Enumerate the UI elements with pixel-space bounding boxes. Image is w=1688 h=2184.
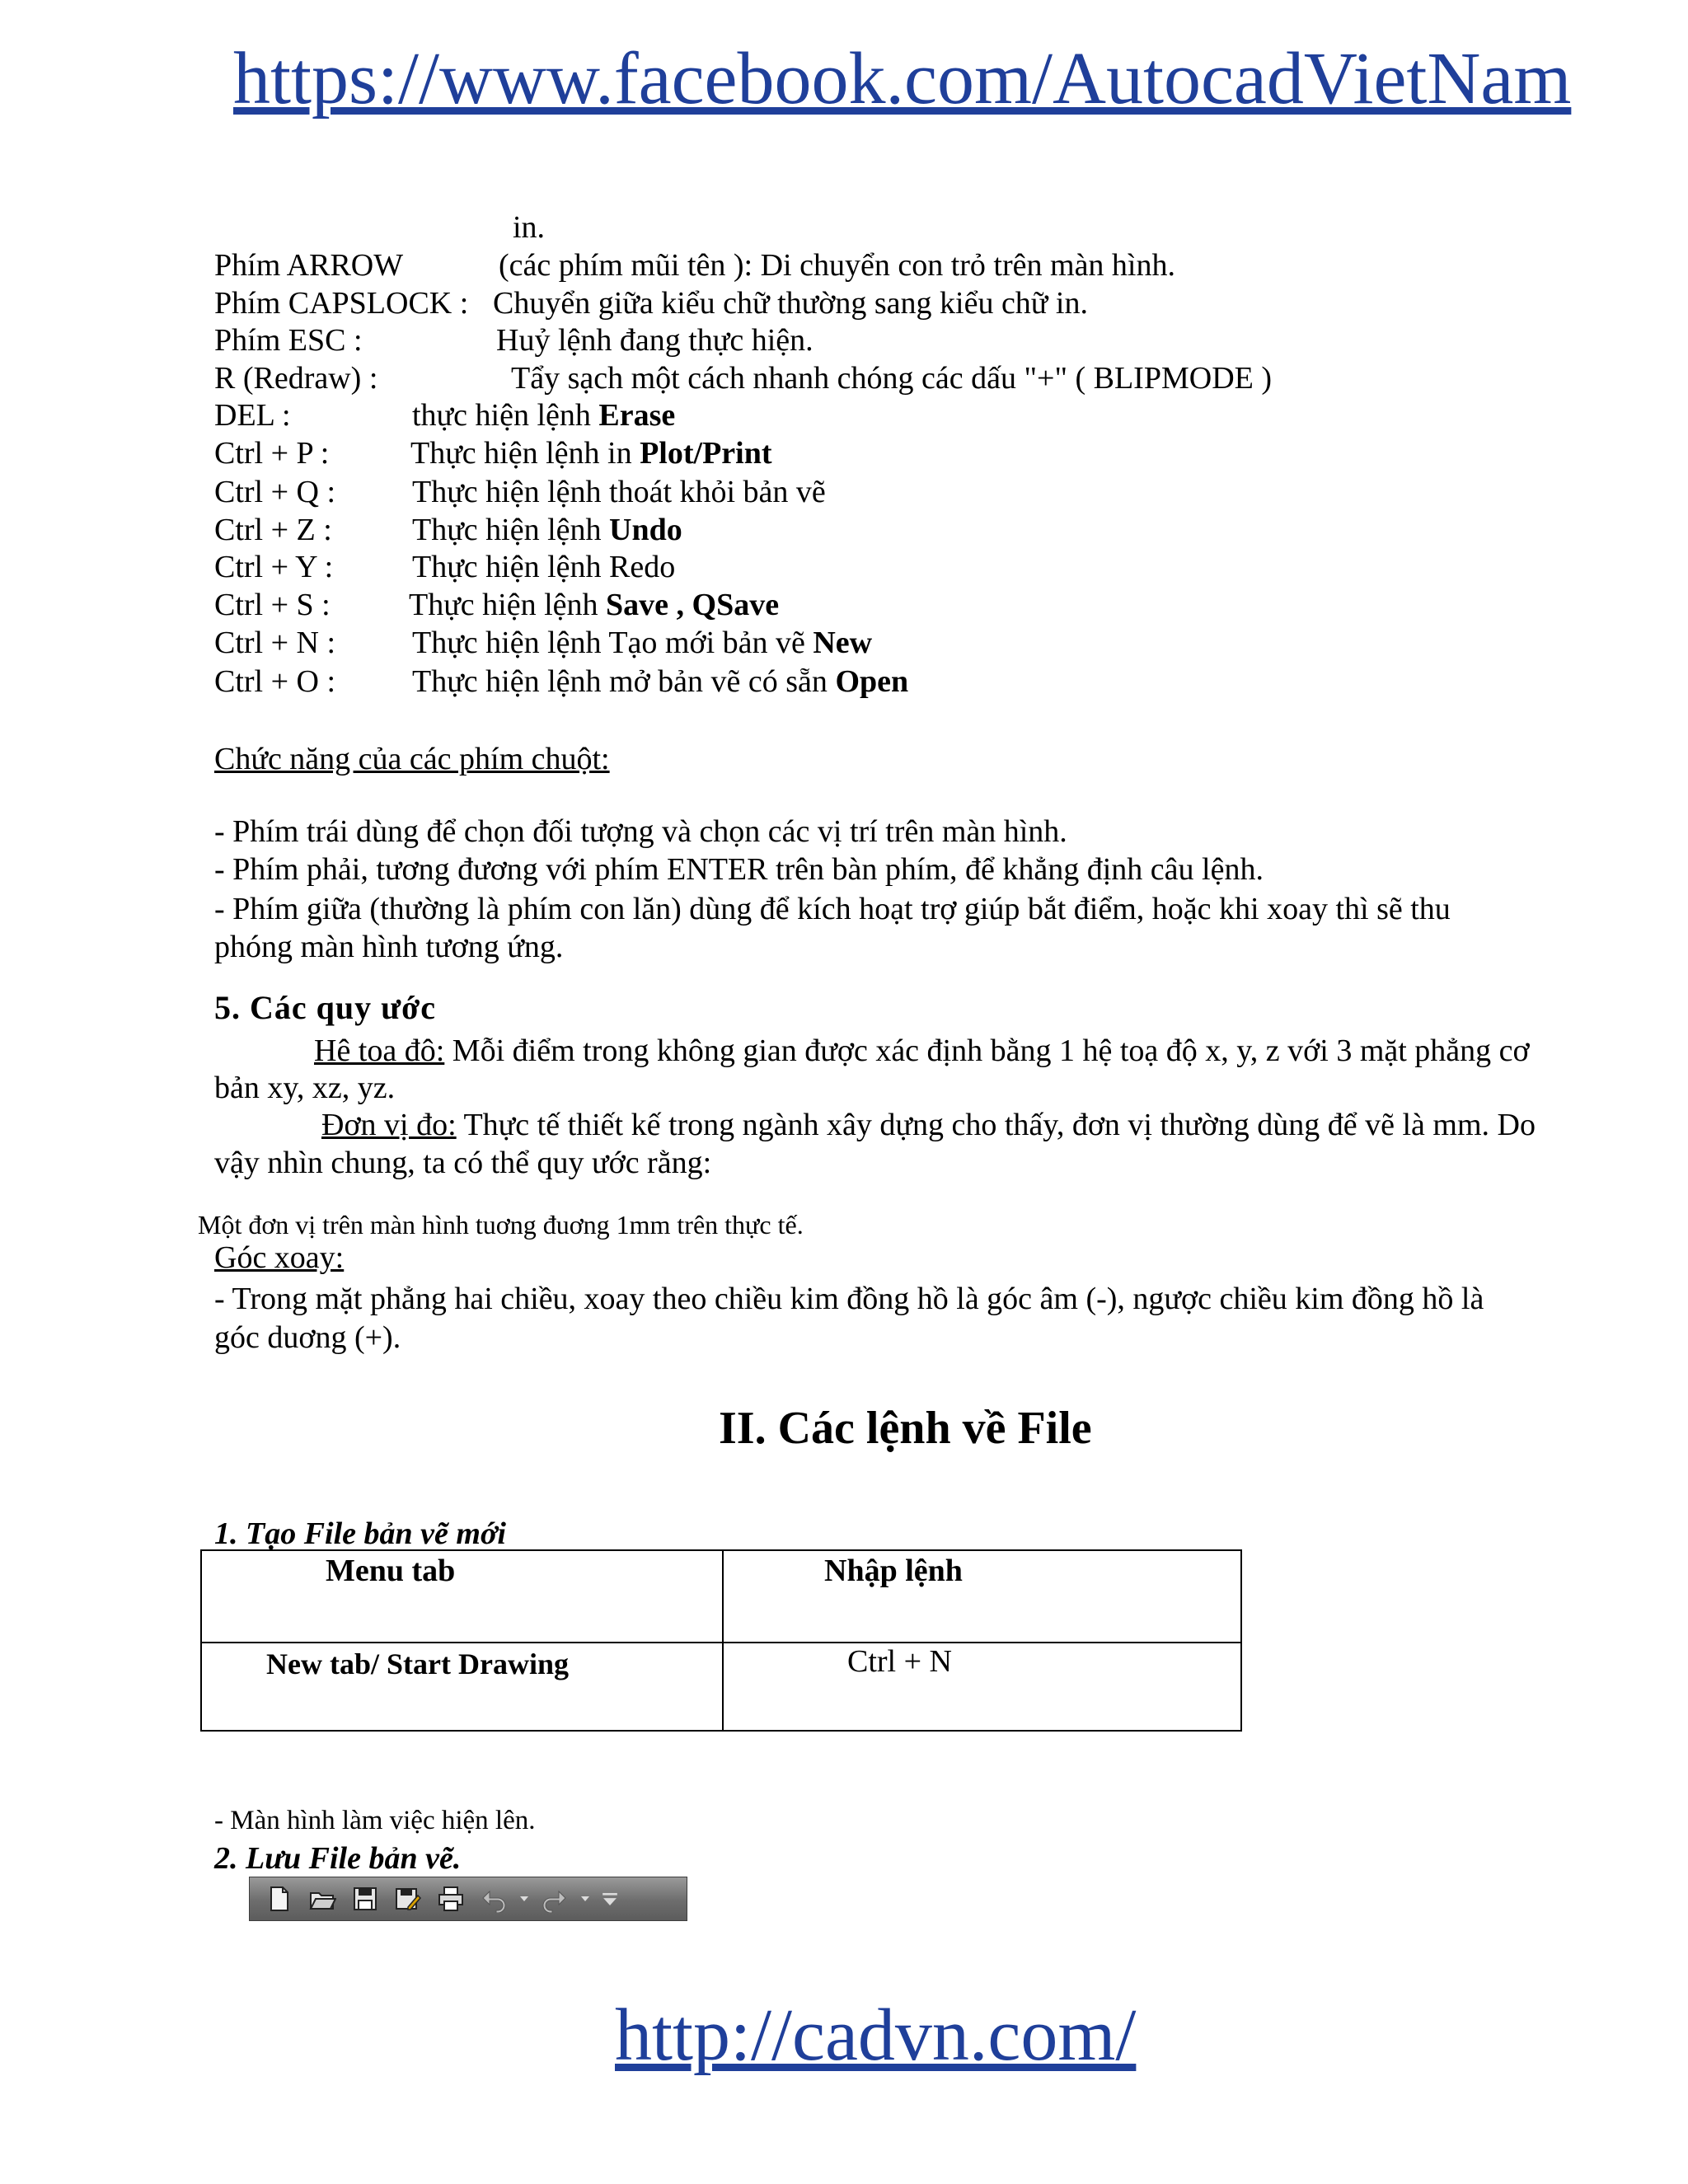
table-divider — [202, 1642, 1240, 1643]
redo-dropdown-icon[interactable] — [579, 1882, 591, 1915]
table-cell-menu: New tab/ Start Drawing — [266, 1647, 569, 1680]
table-divider — [722, 1551, 724, 1730]
coord-label: Hê toa đô: — [314, 1033, 445, 1068]
undo-icon[interactable] — [476, 1882, 512, 1915]
mouse-heading: Chức năng của các phím chuột: — [214, 742, 610, 776]
conventions-heading: 5. Các quy ước — [214, 989, 437, 1026]
shortcut-description-text: Thực hiện lệnh — [412, 513, 610, 547]
shortcut-description-text: Huỷ lệnh đang thực hiện. — [496, 323, 814, 358]
shortcut-key: Phím ESC : — [214, 323, 363, 358]
save-icon[interactable] — [347, 1882, 383, 1915]
shortcut-key: Ctrl + P : — [214, 436, 330, 471]
mouse-middle-text: - Phím giữa (thường là phím con lăn) dùng để kích hoạt trợ giúp bắt điểm, hoặc khi xoay thì sẽ thu — [214, 892, 1451, 926]
shortcut-description-text: Thực hiện lệnh mở bản vẽ có sẵn — [412, 664, 836, 699]
unit-paragraph — [321, 1107, 1536, 1143]
table-cell-command: Ctrl + N — [847, 1644, 952, 1679]
shortcut-command: Save , QSave — [606, 588, 780, 622]
unit-note: Một đơn vị trên màn hình tuơng đuơng 1mm trên thực tế. — [198, 1210, 804, 1240]
shortcut-description-text: Thực hiện lệnh — [409, 588, 607, 622]
header-link[interactable]: https://www.facebook.com/AutocadVietNam — [233, 38, 1572, 120]
save-as-icon[interactable] — [390, 1882, 426, 1915]
subsection-save-file: 2. Lưu File bản vẽ. — [214, 1841, 462, 1876]
shortcut-key: Ctrl + O : — [214, 664, 336, 699]
shortcut-key: Phím ARROW — [214, 248, 404, 283]
shortcut-description-text: Thực hiện lệnh Tạo mới bản vẽ — [412, 626, 814, 660]
unit-text: Thực tế thiết kế trong ngành xây dựng cho thấy, đơn vị thường dùng để vẽ là mm. Do — [456, 1108, 1536, 1142]
redo-icon[interactable] — [537, 1882, 573, 1915]
angle-text-2: góc duơng (+). — [214, 1320, 401, 1355]
shortcut-description — [493, 285, 1088, 321]
shortcut-description — [409, 587, 779, 623]
subsection-new-file: 1. Tạo File bản vẽ mới — [214, 1516, 506, 1551]
new-icon[interactable] — [261, 1882, 298, 1915]
shortcut-key: Ctrl + N : — [214, 626, 336, 660]
customize-icon[interactable] — [598, 1882, 622, 1915]
shortcut-description — [511, 360, 1272, 396]
command-table — [200, 1549, 1242, 1732]
shortcut-command: Plot/Print — [640, 436, 772, 471]
shortcut-command: New — [813, 626, 873, 660]
coord-text: Mỗi điểm trong không gian được xác định bằng 1 hệ toạ độ x, y, z với 3 mặt phẳng cơ — [444, 1033, 1530, 1068]
undo-dropdown-icon[interactable] — [518, 1882, 530, 1915]
mouse-right-text: - Phím phải, tương đương với phím ENTER trên bàn phím, để khẳng định câu lệnh. — [214, 852, 1264, 887]
screen-note: - Màn hình làm việc hiện lên. — [214, 1806, 536, 1835]
angle-text: - Trong mặt phẳng hai chiều, xoay theo chiều kim đồng hồ là góc âm (-), ngược chiều kim đồng hồ là — [214, 1282, 1484, 1316]
shortcut-description — [496, 322, 814, 359]
shortcut-command: Open — [835, 664, 909, 699]
shortcut-description-text: Thực hiện lệnh Redo — [412, 550, 676, 584]
shortcut-key: Ctrl + Y : — [214, 550, 334, 584]
shortcut-key: Ctrl + Q : — [214, 475, 336, 509]
shortcut-description — [499, 247, 1175, 284]
shortcut-key: Ctrl + Z : — [214, 513, 332, 547]
shortcut-description — [412, 474, 826, 510]
shortcut-key: Ctrl + S : — [214, 588, 331, 622]
shortcut-description-text: Chuyển giữa kiểu chữ thường sang kiểu chữ in. — [493, 286, 1088, 321]
mouse-left-text: - Phím trái dùng để chọn đối tượng và chọn các vị trí trên màn hình. — [214, 814, 1067, 849]
quick-access-toolbar — [249, 1877, 687, 1921]
shortcut-key: Phím CAPSLOCK : — [214, 286, 469, 321]
shortcut-description — [412, 397, 675, 434]
shortcut-description-text: Thực hiện lệnh thoát khỏi bản vẽ — [412, 475, 826, 509]
intro-text: in. — [513, 210, 546, 245]
shortcut-description-text: Tẩy sạch một cách nhanh chóng các dấu "+" ( BLIPMODE ) — [511, 361, 1273, 396]
unit-label: Đơn vị đo: — [321, 1108, 457, 1142]
table-header-command: Nhập lệnh — [824, 1554, 963, 1588]
footer-link[interactable]: http://cadvn.com/ — [615, 1994, 1137, 2076]
shortcut-command: Undo — [609, 513, 682, 547]
mouse-middle-text-2: phóng màn hình tương ứng. — [214, 930, 564, 964]
shortcut-description-text: thực hiện lệnh — [412, 398, 599, 433]
open-icon[interactable] — [304, 1882, 340, 1915]
shortcut-description — [412, 549, 675, 585]
table-header-menu: Menu tab — [326, 1554, 456, 1588]
plot-icon[interactable] — [433, 1882, 469, 1915]
shortcut-description — [410, 435, 772, 471]
section-title: II. Các lệnh về File — [719, 1403, 1092, 1454]
shortcut-description-text: Thực hiện lệnh in — [410, 436, 640, 471]
shortcut-description — [412, 512, 682, 548]
shortcut-description-text: (các phím mũi tên ): Di chuyển con trỏ trên màn hình. — [499, 248, 1175, 283]
unit-text-2: vậy nhìn chung, ta có thể quy ước rằng: — [214, 1146, 712, 1180]
shortcut-description — [412, 625, 872, 661]
shortcut-description — [412, 663, 908, 700]
shortcut-command: Erase — [598, 398, 676, 433]
shortcut-key: R (Redraw) : — [214, 361, 378, 396]
coord-paragraph — [314, 1033, 1530, 1069]
shortcut-key: DEL : — [214, 398, 291, 433]
coord-text-2: bản xy, xz, yz. — [214, 1071, 396, 1105]
angle-heading: Góc xoay: — [214, 1240, 345, 1275]
